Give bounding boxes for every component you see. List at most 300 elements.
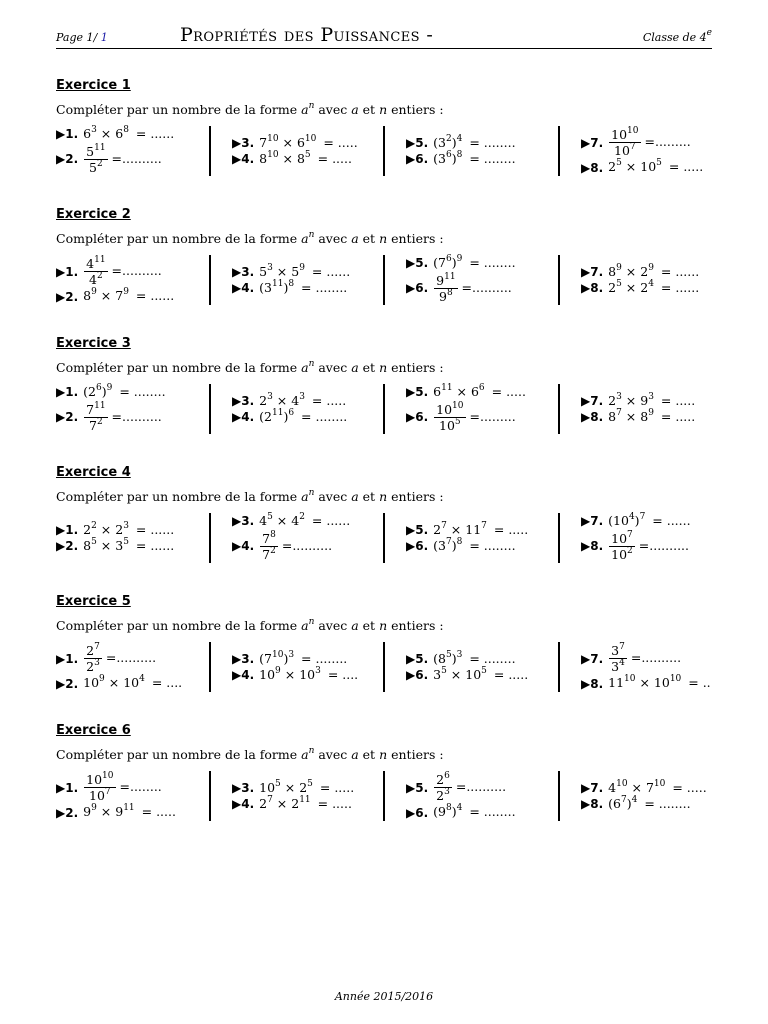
column-divider (383, 513, 385, 563)
power-term (608, 264, 622, 279)
var-n: n (379, 747, 388, 762)
power-term (433, 667, 447, 682)
fraction-numerator (609, 128, 640, 143)
math-expression (259, 666, 359, 682)
column-divider (209, 384, 211, 434)
exercise-column (406, 253, 556, 307)
power-exponent: 5 (445, 649, 452, 660)
exercise-column (406, 382, 556, 436)
power-exponent: 5 (307, 778, 313, 789)
math-expression (433, 773, 506, 802)
power-term (640, 159, 662, 174)
fraction-denominator (437, 289, 455, 303)
power-exponent: 2 (627, 545, 633, 556)
exercise-item (581, 512, 716, 529)
answer-blank: .......... (649, 537, 689, 553)
column-divider (383, 642, 385, 692)
outer-exponent: 9 (106, 383, 113, 394)
outer-exponent: 8 (288, 279, 295, 289)
power-term (259, 780, 281, 795)
power-base: 7 (89, 417, 97, 433)
exercise-item (232, 279, 382, 296)
exercise-grid (56, 640, 716, 694)
times-sign: × (621, 392, 641, 408)
equals-sign: = (297, 409, 316, 424)
exercise-section (56, 78, 716, 175)
answer-blank: ...... (150, 521, 175, 537)
equals-sign: = (111, 408, 123, 424)
column-divider (209, 642, 211, 692)
equals-sign: = (465, 804, 484, 820)
item-number: ▶7. (581, 135, 604, 150)
exercise-item (56, 287, 208, 304)
outer-exponent: 4 (456, 133, 463, 144)
item-number: ▶5. (406, 522, 429, 537)
math-expression (83, 644, 156, 673)
math-expression (259, 649, 348, 666)
item-number: ▶7. (581, 651, 604, 666)
exercise-title: Exercice 3 (56, 336, 131, 351)
equals-sign: = (684, 675, 703, 691)
item-number: ▶4. (232, 539, 255, 554)
power-term (611, 643, 625, 658)
power-exponent: 9 (275, 666, 281, 676)
fraction (609, 529, 635, 562)
power-base: 2 (436, 788, 445, 804)
power-exponent: 11 (441, 383, 453, 394)
item-number: ▶1. (56, 522, 79, 537)
exercise-column (56, 253, 208, 307)
power-term (115, 126, 129, 141)
power-exponent: 3 (299, 391, 305, 402)
times-sign: × (446, 667, 466, 682)
answer-blank: ..... (326, 392, 347, 408)
power-exponent: 10 (653, 778, 666, 789)
power-exponent: 5 (275, 778, 281, 789)
fraction (84, 257, 107, 286)
power-base: 4 (608, 779, 617, 795)
power-term (438, 804, 452, 819)
fraction-numerator (260, 529, 278, 547)
power-term (614, 143, 636, 158)
answer-blank: ..... (675, 409, 696, 424)
power-term (259, 393, 273, 408)
answer-blank: ......... (654, 134, 691, 150)
power-exponent: 6 (445, 150, 452, 160)
var-a: a (351, 618, 359, 633)
exercise-item (232, 666, 382, 683)
power-term (439, 289, 453, 304)
equals-sign: = (455, 779, 467, 795)
power-base: 7 (86, 401, 95, 417)
power-term (86, 772, 113, 787)
exercise-column (232, 124, 382, 178)
power-exponent: 5 (656, 158, 662, 169)
item-number: ▶1. (56, 127, 79, 142)
power-exponent: 11 (271, 279, 284, 289)
power-base: 2 (264, 409, 272, 424)
power-exponent: 9 (91, 803, 97, 814)
power-base: 10 (259, 779, 276, 795)
item-number: ▶8. (581, 797, 604, 812)
power-base: 10 (613, 513, 629, 529)
exercise-section (56, 594, 716, 691)
power-exponent: 9 (648, 262, 654, 273)
exercise-column (406, 511, 556, 565)
item-number: ▶1. (56, 651, 79, 666)
equals-sign: = (131, 126, 151, 142)
exercise-column (56, 124, 208, 178)
item-number: ▶8. (581, 281, 604, 296)
item-number: ▶5. (406, 651, 429, 666)
math-expression (433, 400, 516, 433)
column-divider (558, 255, 560, 305)
equals-sign: = (281, 537, 293, 553)
exercise-item (56, 644, 208, 673)
power-term (291, 264, 305, 279)
fraction-numerator (84, 257, 107, 272)
power-exponent: 3 (123, 520, 129, 531)
equals-sign: = (648, 513, 667, 529)
power-base: 7 (645, 779, 654, 795)
equals-sign: = (489, 667, 509, 682)
power-base: 10 (640, 159, 657, 175)
math-expression (83, 773, 162, 802)
power-exponent: 11 (94, 142, 106, 153)
var-n: n (379, 489, 388, 504)
power-base: 10 (86, 772, 103, 788)
exercise-item (232, 150, 382, 167)
power-exponent: 5 (441, 666, 447, 676)
math-expression (433, 666, 529, 682)
math-expression (83, 674, 183, 691)
fraction (84, 644, 102, 673)
answer-blank: ...... (150, 288, 175, 304)
equals-sign: = (465, 151, 484, 166)
column-divider (383, 126, 385, 176)
column-divider (209, 255, 211, 305)
math-expression (259, 133, 358, 150)
power-exponent: 2 (270, 545, 276, 556)
power-term (297, 151, 311, 166)
exercise-grid (56, 124, 716, 178)
exercise-item (406, 133, 556, 150)
math-expression (433, 150, 516, 166)
math-expression (433, 803, 516, 820)
var-n: n (379, 102, 388, 117)
times-sign: × (96, 521, 116, 537)
power-exponent: 2 (91, 520, 97, 531)
math-expression (608, 279, 700, 295)
equals-sign: = (105, 650, 117, 666)
equals-sign: = (465, 650, 484, 666)
exercise-column (581, 253, 716, 307)
power-base: 3 (438, 151, 446, 166)
answer-blank: ..... (334, 779, 355, 795)
answer-blank: ..... (508, 521, 529, 537)
item-number: ▶4. (232, 797, 255, 812)
item-number: ▶8. (581, 410, 604, 425)
power-exponent: 3 (267, 262, 273, 273)
exercise-title: Exercice 1 (56, 78, 131, 93)
fraction-numerator (84, 400, 107, 418)
power-term (259, 796, 273, 811)
power-exponent: 11 (123, 803, 135, 814)
power-base: 4 (86, 256, 95, 272)
exercise-item (232, 133, 382, 150)
power-exponent: 10 (102, 771, 114, 782)
power-term (259, 513, 273, 528)
math-expression (83, 287, 175, 304)
power-base: 7 (259, 134, 268, 150)
exercise-column (56, 640, 208, 694)
power-base: 2 (433, 521, 442, 537)
power-of-power: $(10^4)^7$ (608, 512, 646, 529)
power-exponent: 5 (454, 416, 461, 427)
power-exponent: 6 (95, 383, 102, 394)
math-expression (608, 529, 689, 562)
math-expression (83, 537, 175, 553)
exercise-item (581, 158, 716, 175)
power-base: 2 (86, 643, 95, 659)
power-base: 2 (259, 392, 268, 408)
power-of-power: $(2^6)^9$ (83, 383, 113, 400)
power-base: 8 (608, 263, 617, 279)
answer-blank: ..... (675, 392, 696, 408)
times-sign: × (621, 159, 641, 175)
power-exponent: 9 (299, 262, 305, 273)
exercise-item (56, 400, 208, 433)
power-base: 10 (439, 417, 455, 433)
power-term (83, 522, 97, 537)
power-term (613, 513, 635, 528)
times-sign: × (96, 804, 116, 820)
power-base: 3 (438, 538, 446, 553)
outer-exponent: 3 (456, 649, 463, 660)
page-number: Page 1/ 1 (56, 31, 108, 44)
times-sign: × (280, 779, 300, 795)
exercise-item (406, 773, 556, 802)
equals-sign: = (664, 159, 684, 175)
math-expression (259, 795, 352, 811)
outer-exponent: 8 (456, 537, 463, 547)
power-base: 9 (115, 804, 124, 820)
page-total-link[interactable]: 1 (100, 31, 108, 44)
power-base: 6 (115, 126, 124, 142)
item-number: ▶6. (406, 281, 429, 296)
power-exponent: 2 (445, 133, 452, 144)
item-number: ▶7. (581, 514, 604, 529)
answer-blank: ........ (483, 804, 516, 820)
answer-blank: ..... (683, 159, 704, 175)
power-term (86, 643, 100, 658)
exercise-grid (56, 511, 716, 565)
power-base: 10 (611, 546, 628, 562)
power-base: 7 (264, 650, 272, 666)
times-sign: × (272, 392, 292, 408)
equals-sign: = (131, 288, 151, 304)
item-number: ▶5. (406, 780, 429, 795)
power-exponent: 10 (624, 674, 636, 685)
exercise-item (232, 649, 382, 666)
equals-sign: = (465, 538, 484, 553)
item-number: ▶1. (56, 385, 79, 400)
item-number: ▶2. (56, 410, 79, 425)
page-header (56, 26, 712, 49)
math-expression (608, 778, 707, 795)
math-expression (83, 142, 162, 175)
power-base: 10 (89, 788, 105, 804)
exercise-item (232, 512, 382, 529)
column-divider (558, 642, 560, 692)
answer-blank: ........ (315, 280, 348, 295)
math-expression (433, 520, 529, 537)
fraction-numerator (434, 773, 452, 788)
answer-blank: ..... (508, 667, 529, 682)
column-divider (558, 384, 560, 434)
equals-sign: = (656, 392, 676, 408)
item-number: ▶8. (581, 160, 604, 175)
power-term (608, 675, 635, 690)
power-of-power: $(7^6)^9$ (433, 254, 463, 271)
power-exponent: 3 (616, 391, 622, 402)
power-of-power: $(2^{11})^6$ (259, 408, 295, 424)
fraction-denominator (87, 160, 105, 174)
times-sign: × (627, 779, 646, 795)
power-exponent: 10 (304, 133, 317, 144)
exercise-instruction: Compléter par un nombre de la forme $a^n$ avec a et n entiers : (56, 359, 444, 375)
power-exponent: 2 (299, 512, 305, 523)
math-expression (259, 279, 348, 295)
power-exponent: 3 (94, 658, 100, 669)
power-of-power: $(3^{11})^8$ (259, 279, 295, 295)
var-a: $a^n$ (301, 359, 315, 375)
answer-blank: ........ (483, 538, 516, 553)
answer-blank: .... (342, 667, 359, 682)
fraction (434, 271, 457, 304)
power-base: 10 (123, 675, 140, 691)
exercise-column (581, 124, 716, 178)
power-term (89, 160, 103, 175)
math-expression (83, 383, 166, 400)
fraction-numerator (84, 644, 102, 659)
power-term (262, 531, 276, 546)
exercise-item (232, 778, 382, 795)
math-expression (608, 512, 691, 529)
power-term (86, 659, 100, 674)
fraction-numerator (434, 271, 457, 289)
column-divider (209, 513, 211, 563)
power-exponent: 9 (648, 408, 654, 418)
equals-sign: = (119, 779, 130, 795)
var-a: $a^n$ (301, 230, 315, 246)
power-base: 2 (436, 772, 445, 788)
power-base: 6 (296, 134, 305, 150)
fraction-denominator (87, 788, 113, 802)
power-base: 10 (653, 675, 670, 691)
exercise-item (406, 803, 556, 820)
answer-blank: ........ (658, 796, 691, 811)
exercise-item (56, 125, 208, 142)
item-number: ▶3. (232, 393, 255, 408)
math-expression (83, 400, 162, 433)
exercise-item (581, 391, 716, 408)
equals-sign: = (640, 796, 659, 811)
item-number: ▶2. (56, 289, 79, 304)
power-base: 4 (259, 513, 268, 529)
power-term (611, 531, 633, 546)
answer-blank: ..... (156, 804, 176, 820)
power-exponent: 7 (441, 520, 447, 531)
power-exponent: 9 (99, 674, 105, 685)
fraction (434, 773, 452, 802)
power-term (654, 675, 681, 690)
power-base: 2 (86, 659, 95, 675)
power-exponent: 11 (94, 400, 106, 411)
power-term (640, 409, 654, 424)
exercise-item (56, 520, 208, 537)
power-term (438, 151, 452, 166)
item-number: ▶8. (581, 539, 604, 554)
item-number: ▶8. (581, 676, 604, 691)
power-base: 2 (83, 521, 92, 537)
column-divider (558, 771, 560, 821)
power-term (86, 256, 105, 271)
power-exponent: 7 (267, 795, 273, 805)
power-exponent: 2 (96, 158, 103, 169)
power-term (640, 264, 654, 279)
fraction (84, 142, 107, 175)
exercise-column (232, 769, 382, 823)
equals-sign: = (115, 384, 134, 400)
equals-sign: = (668, 779, 687, 795)
power-base: 9 (640, 392, 649, 408)
math-expression (83, 803, 176, 820)
var-a: $a^n$ (301, 101, 315, 117)
power-base: 2 (640, 280, 649, 295)
power-exponent: 2 (96, 271, 103, 282)
exercise-column (581, 382, 716, 436)
power-term (83, 288, 97, 303)
power-base: 10 (611, 127, 628, 143)
power-of-power: $(3^6)^8$ (433, 150, 463, 166)
times-sign: × (272, 263, 292, 279)
equals-sign: = (313, 151, 333, 166)
fraction-numerator (609, 529, 635, 547)
power-base: 10 (436, 401, 453, 417)
equals-sign: = (307, 263, 327, 279)
math-expression (608, 158, 704, 175)
power-base: 11 (465, 521, 482, 537)
power-term (608, 159, 622, 174)
equals-sign: = (656, 409, 676, 424)
answer-blank: ..... (686, 779, 707, 795)
exercise-item (56, 674, 208, 691)
power-exponent: 5 (616, 158, 622, 169)
power-exponent: 7 (104, 787, 111, 798)
equals-sign: = (461, 279, 473, 295)
exercise-section (56, 336, 716, 433)
column-divider (558, 126, 560, 176)
outer-exponent: 3 (288, 649, 295, 660)
equals-sign: = (638, 537, 650, 553)
answer-blank: ......... (479, 408, 516, 424)
power-exponent: 7 (619, 642, 625, 653)
exercise-title: Exercice 4 (56, 465, 131, 480)
exercise-item (406, 383, 556, 400)
times-sign: × (278, 134, 297, 150)
exercise-item (406, 150, 556, 167)
